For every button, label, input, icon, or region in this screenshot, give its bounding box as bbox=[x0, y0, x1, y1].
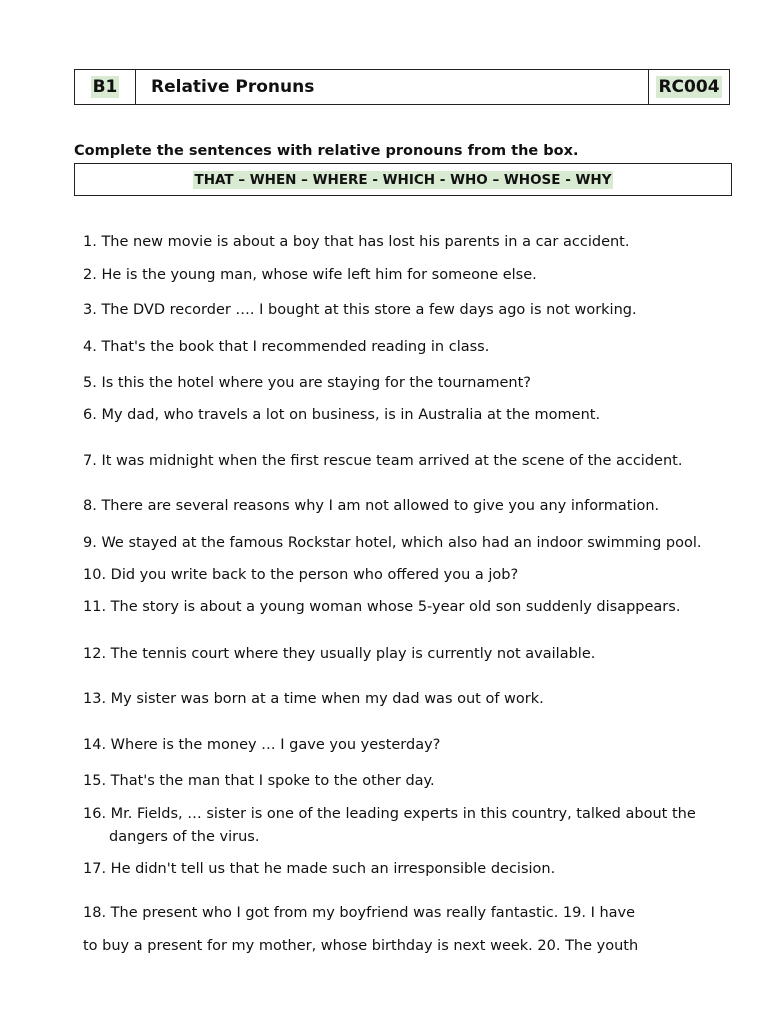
sentence-7: 7. It was midnight when the first rescue team arrived at the scene of the accident. bbox=[83, 453, 683, 469]
worksheet-code: RC004 bbox=[658, 77, 720, 97]
sentence-6: 6. My dad, who travels a lot on business, is in Australia at the moment. bbox=[83, 407, 601, 423]
level-cell bbox=[75, 70, 136, 104]
sentence-11: 11. The story is about a young woman whose 5-year old son suddenly disappears. bbox=[83, 599, 681, 615]
sentence-5: 5. Is this the hotel where you are staying for the tournament? bbox=[83, 375, 531, 391]
level-badge: B1 bbox=[92, 77, 118, 97]
word-box bbox=[74, 163, 732, 196]
sentence-17: 17. He didn't tell us that he made such an irresponsible decision. bbox=[83, 861, 556, 877]
sentence-16: 16. Mr. Fields, … sister is one of the leading experts in this country, talked about the bbox=[83, 806, 696, 822]
title-cell bbox=[136, 70, 649, 104]
sentence-8: 8. There are several reasons why I am not allowed to give you any information. bbox=[83, 498, 660, 514]
sentence-1: 1. The new movie is about a boy that has lost his parents in a car accident. bbox=[83, 234, 630, 250]
sentence-10: 10. Did you write back to the person who offered you a job? bbox=[83, 567, 519, 583]
sentence-19-20: to buy a present for my mother, whose birthday is next week. 20. The youth bbox=[83, 938, 639, 954]
sentence-3: 3. The DVD recorder …. I bought at this store a few days ago is not working. bbox=[83, 302, 637, 318]
sentence-9: 9. We stayed at the famous Rockstar hotel, which also had an indoor swimming pool. bbox=[83, 535, 702, 551]
worksheet-title: Relative Pronuns bbox=[151, 77, 315, 97]
worksheet-header bbox=[74, 69, 730, 105]
code-cell bbox=[649, 70, 729, 104]
word-box-words: THAT – WHEN – WHERE - WHICH - WHO – WHOSE - WHY bbox=[194, 171, 612, 188]
sentence-18: 18. The present who I got from my boyfriend was really fantastic. 19. I have bbox=[83, 905, 636, 921]
instruction-text: Complete the sentences with relative pronouns from the box. bbox=[74, 143, 579, 159]
sentence-16-continued: dangers of the virus. bbox=[109, 829, 260, 845]
sentence-14: 14. Where is the money … I gave you yesterday? bbox=[83, 737, 441, 753]
sentence-2: 2. He is the young man, whose wife left him for someone else. bbox=[83, 267, 537, 283]
sentence-4: 4. That's the book that I recommended reading in class. bbox=[83, 339, 490, 355]
sentence-13: 13. My sister was born at a time when my dad was out of work. bbox=[83, 691, 544, 707]
sentence-15: 15. That's the man that I spoke to the other day. bbox=[83, 773, 435, 789]
sentence-12: 12. The tennis court where they usually play is currently not available. bbox=[83, 646, 596, 662]
